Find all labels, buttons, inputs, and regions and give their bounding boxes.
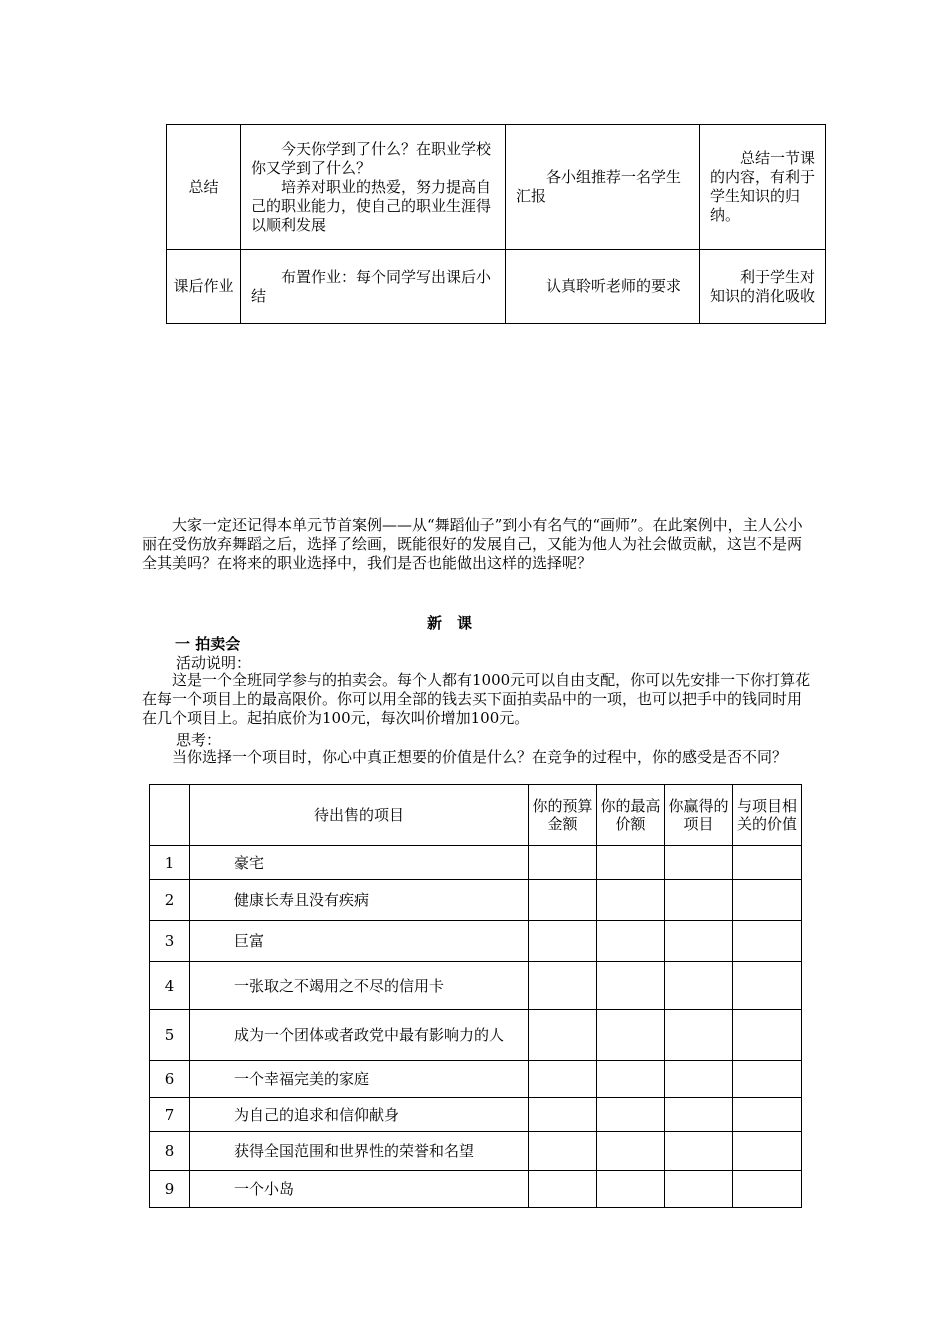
max-price-cell[interactable] (597, 1132, 665, 1171)
value-cell[interactable] (733, 962, 802, 1010)
table-row (150, 880, 802, 921)
table-row (150, 1010, 802, 1061)
section-title: 新课 (426, 614, 487, 632)
value-cell[interactable] (733, 1171, 802, 1208)
max-price-cell[interactable] (597, 962, 665, 1010)
item-text: 巨富 (234, 932, 265, 950)
item-cell (190, 1010, 529, 1061)
row-number: 5 (150, 1010, 190, 1061)
budget-cell[interactable] (529, 921, 597, 962)
header-budget: 你的预算金额 (529, 785, 597, 846)
won-cell[interactable] (665, 846, 733, 880)
teacher-activity-cell (241, 125, 506, 250)
value-cell[interactable] (733, 1010, 802, 1061)
value-cell[interactable] (733, 846, 802, 880)
row-number: 1 (150, 846, 190, 880)
table-header-row (150, 785, 802, 846)
item-cell (190, 1171, 529, 1208)
max-price-cell[interactable] (597, 921, 665, 962)
header-max-price: 你的最高价额 (597, 785, 665, 846)
item-cell (190, 1132, 529, 1171)
table-row (150, 1132, 802, 1171)
teacher-activity-line: 布置作业：每个同学写出课后小结 (251, 267, 492, 305)
header-value: 与项目相关的价值 (733, 785, 802, 846)
item-cell (190, 846, 529, 880)
won-cell[interactable] (665, 1010, 733, 1061)
won-cell[interactable] (665, 1171, 733, 1208)
think-question: 当你选择一个项目时，你心中真正想要的价值是什么？在竞争的过程中，你的感受是否不同？ (172, 748, 788, 766)
auction-table (149, 784, 802, 1208)
student-activity-cell: 各小组推荐一名学生汇报 (506, 125, 700, 250)
header-blank-cell (150, 785, 190, 846)
value-cell[interactable] (733, 921, 802, 962)
table-row (150, 921, 802, 962)
item-cell (190, 1061, 529, 1098)
think-label: 思考： (176, 731, 222, 749)
row-number: 6 (150, 1061, 190, 1098)
max-price-cell[interactable] (597, 1061, 665, 1098)
design-purpose-cell: 利于学生对知识的消化吸收 (700, 250, 826, 324)
budget-cell[interactable] (529, 1061, 597, 1098)
row-number: 9 (150, 1171, 190, 1208)
teacher-activity-cell (241, 250, 506, 324)
value-cell[interactable] (733, 1061, 802, 1098)
item-text: 获得全国范围和世界性的荣誉和名望 (234, 1142, 475, 1160)
max-price-cell[interactable] (597, 1171, 665, 1208)
activity-description: 这是一个全班同学参与的拍卖会。每个人都有1000元可以自由支配，你可以先安排一下你打算花在每一个项目上的最高限价。你可以用全部的钱去买下面拍卖品中的一项，也可以把手中的钱同时用在几个项目上。起拍底价为100元，每次叫价增加100元。 (142, 671, 811, 727)
item-text: 为自己的追求和信仰献身 (234, 1105, 400, 1124)
item-cell (190, 880, 529, 921)
table-row (167, 125, 826, 250)
budget-cell[interactable] (529, 1010, 597, 1061)
row-number: 4 (150, 962, 190, 1010)
max-price-cell[interactable] (597, 1098, 665, 1132)
stage-cell: 课后作业 (167, 250, 241, 324)
max-price-cell[interactable] (597, 846, 665, 880)
activity-label: 活动说明： (176, 654, 252, 672)
item-text: 一张取之不竭用之不尽的信用卡 (234, 976, 445, 995)
budget-cell[interactable] (529, 846, 597, 880)
item-text: 豪宅 (234, 853, 265, 872)
won-cell[interactable] (665, 1098, 733, 1132)
row-number: 7 (150, 1098, 190, 1132)
budget-cell[interactable] (529, 1132, 597, 1171)
won-cell[interactable] (665, 921, 733, 962)
row-number: 2 (150, 880, 190, 921)
item-cell (190, 962, 529, 1010)
table-row (167, 250, 826, 324)
student-activity-cell: 认真聆听老师的要求 (506, 250, 700, 324)
won-cell[interactable] (665, 880, 733, 921)
table-row (150, 1171, 802, 1208)
row-number: 3 (150, 921, 190, 962)
teacher-activity-line: 培养对职业的热爱，努力提高自己的职业能力，使自己的职业生涯得以顺利发展 (251, 177, 492, 234)
table-row (150, 846, 802, 880)
budget-cell[interactable] (529, 1171, 597, 1208)
budget-cell[interactable] (529, 1098, 597, 1132)
won-cell[interactable] (665, 962, 733, 1010)
budget-cell[interactable] (529, 880, 597, 921)
value-cell[interactable] (733, 1132, 802, 1171)
row-number: 8 (150, 1132, 190, 1171)
design-purpose-cell: 总结一节课的内容，有利于学生知识的归纳。 (700, 125, 826, 250)
header-won: 你赢得的项目 (665, 785, 733, 846)
table-row (150, 1061, 802, 1098)
value-cell[interactable] (733, 880, 802, 921)
header-item: 待出售的项目 (190, 785, 529, 846)
max-price-cell[interactable] (597, 880, 665, 921)
won-cell[interactable] (665, 1132, 733, 1171)
item-text: 一个幸福完美的家庭 (234, 1070, 370, 1088)
value-cell[interactable] (733, 1098, 802, 1132)
item-text: 成为一个团体或者政党中最有影响力的人 (234, 1026, 505, 1044)
intro-paragraph: 大家一定还记得本单元节首案例——从“舞蹈仙子”到小有名气的“画师”。在此案例中，主人公小丽在受伤放弃舞蹈之后，选择了绘画，既能很好的发展自己，又能为他人为社会做贡献，这岂不是两全其美吗？在将来的职业选择中，我们是否也能做出这样的选择呢？ (142, 516, 803, 572)
stage-cell: 总结 (167, 125, 241, 250)
item-text: 健康长寿且没有疾病 (234, 891, 370, 909)
item-text: 一个小岛 (234, 1180, 295, 1198)
won-cell[interactable] (665, 1061, 733, 1098)
teacher-activity-line: 今天你学到了什么？在职业学校你又学到了什么？ (251, 139, 492, 177)
max-price-cell[interactable] (597, 1010, 665, 1061)
table-row (150, 1098, 802, 1132)
heading-auction: 一 拍卖会 (175, 635, 241, 653)
budget-cell[interactable] (529, 962, 597, 1010)
lesson-summary-table (166, 124, 826, 324)
item-cell (190, 921, 529, 962)
table-row (150, 962, 802, 1010)
item-cell (190, 1098, 529, 1132)
